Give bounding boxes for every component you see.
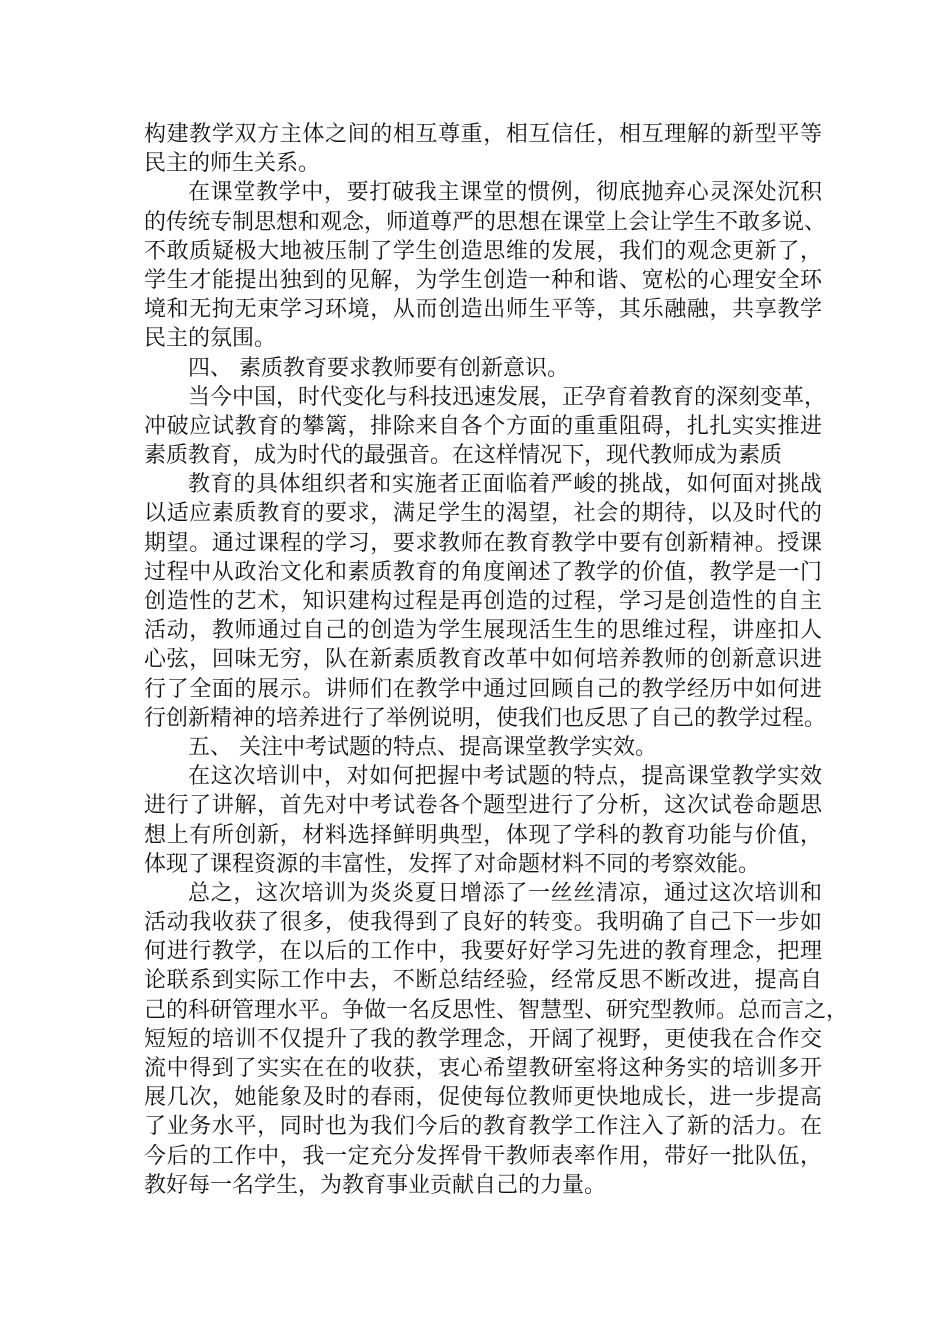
text-line: 当今中国，时代变化与科技迅速发展，正孕育着教育的深刻变革， bbox=[188, 384, 827, 410]
text-line: 总之，这次培训为炎炎夏日增添了一丝丝清凉，通过这次培训和 bbox=[188, 880, 822, 906]
text-line: 论联系到实际工作中去，不断总结经验，经常反思不断改进，提高自 bbox=[144, 968, 822, 994]
text-line: 想上有所创新，材料选择鲜明典型，体现了学科的教育功能与价值， bbox=[144, 822, 822, 848]
text-line: 不敢质疑极大地被压制了学生创造思维的发展，我们的观念更新了， bbox=[144, 238, 822, 264]
text-line: 在这次培训中，对如何把握中考试题的特点，提高课堂教学实效 bbox=[188, 764, 822, 790]
text-line: 民主的师生关系。 bbox=[144, 151, 321, 177]
text-line: 教好每一名学生，为教育事业贡献自己的力量。 bbox=[144, 1172, 607, 1198]
text-line: 心弦，回味无穷，队在新素质教育改革中如何培养教师的创新意识进 bbox=[144, 647, 822, 673]
text-line: 四、 素质教育要求教师要有创新意识。 bbox=[188, 355, 569, 381]
text-line: 展几次，她能象及时的春雨，促使每位教师更快地成长，进一步提高 bbox=[144, 1085, 822, 1111]
text-line: 过程中从政治文化和素质教育的角度阐述了教学的价值，教学是一门 bbox=[144, 559, 822, 585]
text-line: 冲破应试教育的攀篱，排除来自各个方面的重重阻碍，扎扎实实推进 bbox=[144, 413, 822, 439]
text-line: 创造性的艺术，知识建构过程是再创造的过程，学习是创造性的自主 bbox=[144, 589, 822, 614]
text-line: 构建教学双方主体之间的相互尊重，相互信任，相互理解的新型平等 bbox=[144, 122, 822, 147]
text-line: 活动我收获了很多，使我得到了良好的转变。我明确了自己下一步如 bbox=[144, 910, 822, 936]
text-line: 今后的工作中，我一定充分发挥骨干教师表率作用，带好一批队伍， bbox=[144, 1143, 822, 1169]
text-line: 以适应素质教育的要求，满足学生的渴望，社会的期待，以及时代的 bbox=[144, 501, 822, 527]
document-body bbox=[144, 120, 849, 1200]
text-line: 素质教育，成为时代的最强音。在这样情况下，现代教师成为素质 bbox=[144, 443, 783, 469]
text-line: 了业务水平，同时也为我们今后的教育教学工作注入了新的活力。在 bbox=[144, 1114, 822, 1140]
text-line: 在课堂教学中，要打破我主课堂的惯例，彻底抛弃心灵深处沉积 bbox=[188, 180, 822, 206]
text-line: 体现了课程资源的丰富性，发挥了对命题材料不同的考察效能。 bbox=[144, 851, 761, 877]
text-line: 五、 关注中考试题的特点、提高课堂教学实效。 bbox=[188, 734, 657, 760]
text-line: 己的科研管理水平。争做一名反思性、智慧型、研究型教师。总而言之， bbox=[144, 997, 849, 1023]
text-line: 短短的培训不仅提升了我的教学理念，开阔了视野，更使我在合作交 bbox=[144, 1026, 822, 1052]
text-line: 活动，教师通过自己的创造为学生展现活生生的思维过程，讲座扣人 bbox=[144, 618, 822, 644]
text-line: 进行了讲解，首先对中考试卷各个题型进行了分析，这次试卷命题思 bbox=[144, 793, 822, 819]
text-line: 流中得到了实实在在的收获，衷心希望教研室将这种务实的培训多开 bbox=[144, 1056, 822, 1081]
text-line: 境和无拘无束学习环境，从而创造出师生平等，其乐融融，共享教学 bbox=[144, 297, 822, 323]
text-line: 的传统专制思想和观念，师道尊严的思想在课堂上会让学生不敢多说、 bbox=[144, 209, 827, 235]
text-line: 行了全面的展示。讲师们在教学中通过回顾自己的教学经历中如何进 bbox=[144, 676, 822, 702]
text-line: 教育的具体组织者和实施者正面临着严峻的挑战，如何面对挑战 bbox=[188, 472, 822, 498]
text-line: 何进行教学，在以后的工作中，我要好好学习先进的教育理念，把理 bbox=[144, 939, 822, 965]
text-line: 行创新精神的培养进行了举例说明，使我们也反思了自己的教学过程。 bbox=[144, 705, 827, 731]
text-line: 民主的氛围。 bbox=[144, 326, 277, 352]
text-line: 期望。通过课程的学习，要求教师在教育教学中要有创新精神。授课 bbox=[144, 530, 822, 556]
text-line: 学生才能提出独到的见解，为学生创造一种和谐、宽松的心理安全环 bbox=[144, 267, 822, 293]
